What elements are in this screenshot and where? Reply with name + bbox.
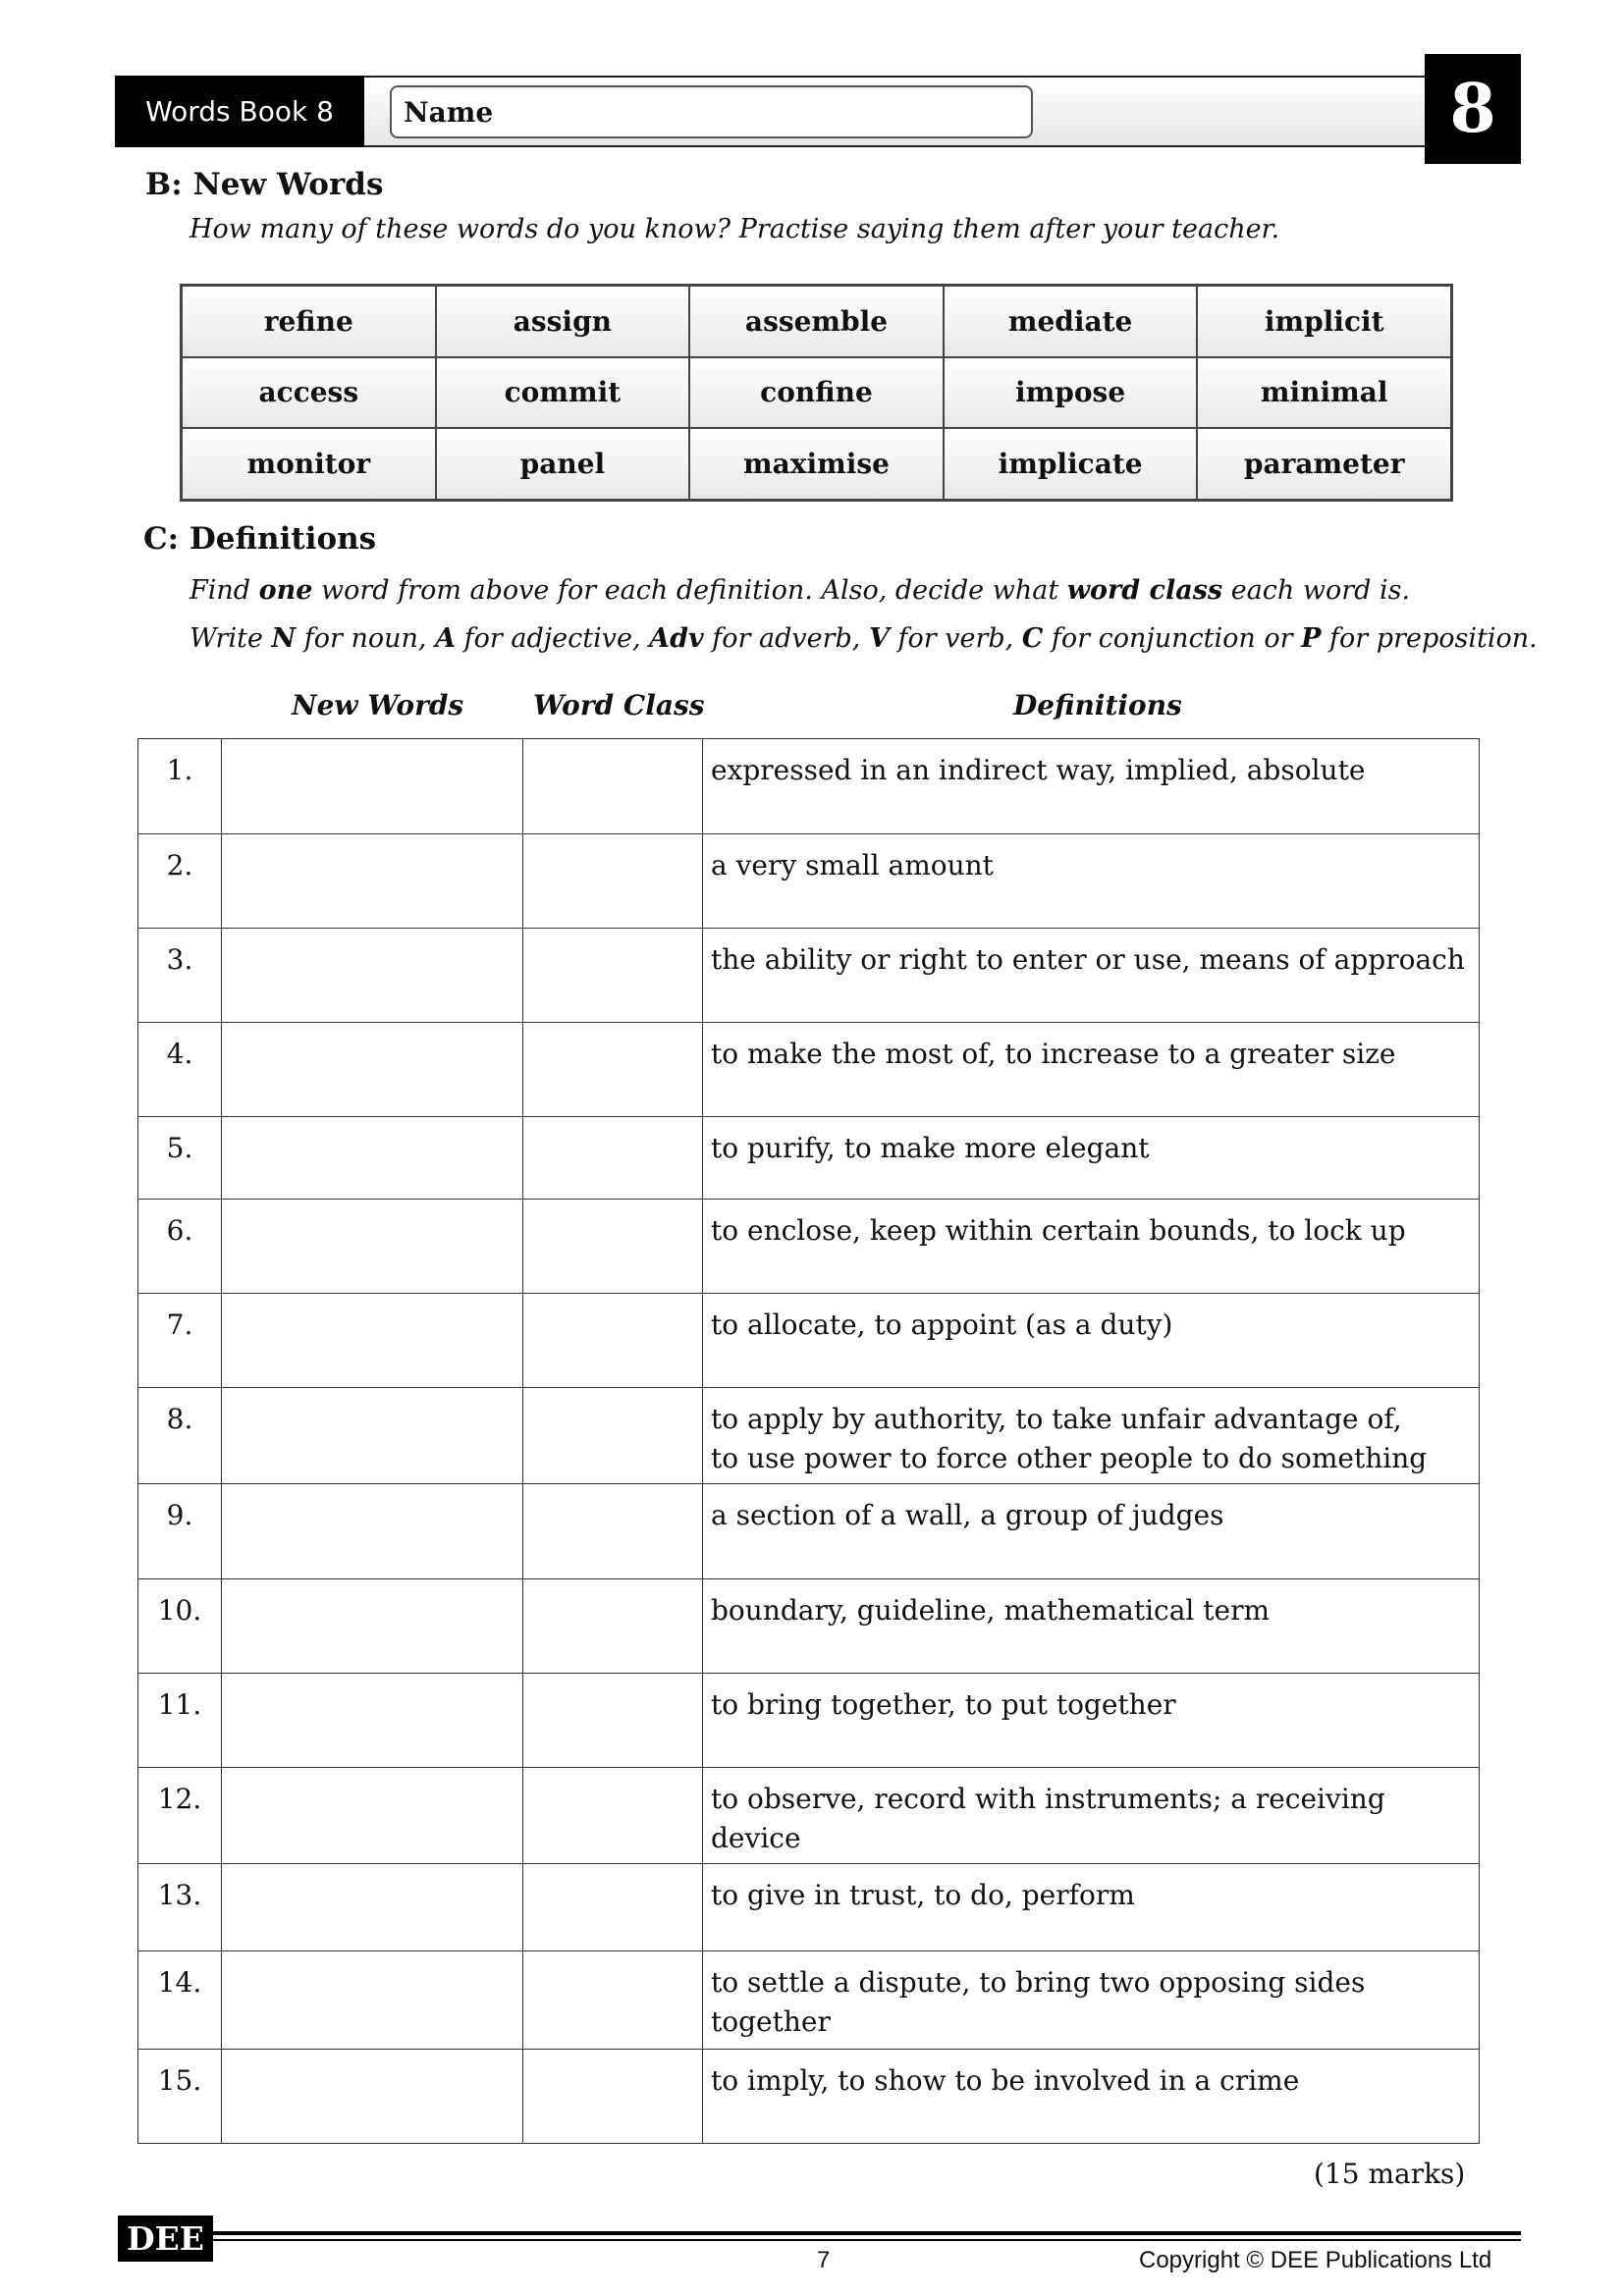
table-row <box>138 1023 1480 1117</box>
new-word-answer-cell[interactable] <box>222 1579 523 1674</box>
definition-text: boundary, guideline, mathematical term <box>703 1579 1480 1674</box>
word-cell: commit <box>436 357 690 429</box>
new-word-answer-cell[interactable] <box>222 1023 523 1117</box>
row-number: 13. <box>138 1864 222 1951</box>
row-number: 2. <box>138 834 222 929</box>
row-number: 1. <box>138 739 222 834</box>
definition-text: to observe, record with instruments; a receiving device <box>703 1768 1480 1864</box>
word-cell: monitor <box>182 428 436 500</box>
new-word-answer-cell[interactable] <box>222 1117 523 1200</box>
publisher-logo: DEE <box>118 2216 213 2262</box>
word-cell: panel <box>436 428 690 500</box>
table-row <box>138 834 1480 929</box>
section-b-title: B: New Words <box>145 167 384 202</box>
column-header-word-class: Word Class <box>533 689 705 721</box>
new-word-answer-cell[interactable] <box>222 1484 523 1579</box>
row-number: 7. <box>138 1294 222 1388</box>
word-class-answer-cell[interactable] <box>523 1951 703 2050</box>
table-row <box>138 1674 1480 1768</box>
table-row <box>138 1388 1480 1484</box>
new-word-answer-cell[interactable] <box>222 2050 523 2144</box>
word-class-answer-cell[interactable] <box>523 1023 703 1117</box>
word-class-answer-cell[interactable] <box>523 1674 703 1768</box>
row-number: 10. <box>138 1579 222 1674</box>
definition-text: to allocate, to appoint (as a duty) <box>703 1294 1480 1388</box>
row-number: 4. <box>138 1023 222 1117</box>
row-number: 6. <box>138 1200 222 1294</box>
definition-text: the ability or right to enter or use, means of approach <box>703 929 1480 1023</box>
definition-text: to purify, to make more elegant <box>703 1117 1480 1200</box>
row-number: 3. <box>138 929 222 1023</box>
table-row <box>138 1951 1480 2050</box>
table-row <box>138 1864 1480 1951</box>
word-class-answer-cell[interactable] <box>523 1294 703 1388</box>
definition-text: to settle a dispute, to bring two opposing sides together <box>703 1951 1480 2050</box>
word-cell: refine <box>182 286 436 357</box>
book-label: Words Book 8 <box>115 76 364 147</box>
word-class-answer-cell[interactable] <box>523 739 703 834</box>
copyright-notice: Copyright © DEE Publications Ltd <box>1139 2247 1492 2273</box>
table-row <box>138 739 1480 834</box>
new-word-answer-cell[interactable] <box>222 1951 523 2050</box>
new-word-answer-cell[interactable] <box>222 739 523 834</box>
definition-text: to imply, to show to be involved in a crime <box>703 2050 1480 2144</box>
word-cell: assemble <box>689 286 944 357</box>
table-row <box>138 1484 1480 1579</box>
word-cell: minimal <box>1197 357 1451 429</box>
word-cell: confine <box>689 357 944 429</box>
word-class-answer-cell[interactable] <box>523 1117 703 1200</box>
word-cell: implicit <box>1197 286 1451 357</box>
word-class-answer-cell[interactable] <box>523 1579 703 1674</box>
word-class-answer-cell[interactable] <box>523 1768 703 1864</box>
new-word-answer-cell[interactable] <box>222 1388 523 1484</box>
new-word-answer-cell[interactable] <box>222 1864 523 1951</box>
page-number: 7 <box>817 2247 831 2273</box>
total-marks: (15 marks) <box>1314 2158 1466 2190</box>
table-row <box>138 1579 1480 1674</box>
new-word-answer-cell[interactable] <box>222 1200 523 1294</box>
new-word-answer-cell[interactable] <box>222 834 523 929</box>
new-words-grid <box>180 284 1453 502</box>
definition-text: to enclose, keep within certain bounds, to lock up <box>703 1200 1480 1294</box>
word-class-answer-cell[interactable] <box>523 1864 703 1951</box>
table-row <box>138 1294 1480 1388</box>
word-cell: impose <box>944 357 1198 429</box>
column-header-definitions: Definitions <box>1013 689 1182 721</box>
section-c-title: C: Definitions <box>143 521 377 557</box>
word-cell: assign <box>436 286 690 357</box>
word-class-answer-cell[interactable] <box>523 834 703 929</box>
table-row <box>138 1200 1480 1294</box>
definition-text: to make the most of, to increase to a greater size <box>703 1023 1480 1117</box>
word-cell: mediate <box>944 286 1198 357</box>
definition-text: a section of a wall, a group of judges <box>703 1484 1480 1579</box>
section-c-instruction-2: Write N for noun, A for adjective, Adv for adverb, V for verb, C for conjunction or P for preposition. <box>189 623 1538 654</box>
section-c-instruction-1: Find one word from above for each definition. Also, decide what word class each word is. <box>189 575 1411 606</box>
word-cell: access <box>182 357 436 429</box>
word-class-answer-cell[interactable] <box>523 1200 703 1294</box>
definition-text: to apply by authority, to take unfair advantage of, to use power to force other people to do something <box>703 1388 1480 1484</box>
word-class-answer-cell[interactable] <box>523 929 703 1023</box>
new-word-answer-cell[interactable] <box>222 1674 523 1768</box>
definition-text: a very small amount <box>703 834 1480 929</box>
new-word-answer-cell[interactable] <box>222 929 523 1023</box>
section-b-instruction: How many of these words do you know? Practise saying them after your teacher. <box>189 214 1280 244</box>
table-row <box>138 2050 1480 2144</box>
row-number: 15. <box>138 2050 222 2144</box>
table-row <box>138 1768 1480 1864</box>
new-word-answer-cell[interactable] <box>222 1768 523 1864</box>
word-class-answer-cell[interactable] <box>523 2050 703 2144</box>
column-header-new-words: New Words <box>292 689 464 721</box>
name-label: Name <box>404 95 494 129</box>
word-cell: maximise <box>689 428 944 500</box>
unit-number: 8 <box>1425 54 1521 164</box>
table-row <box>138 1117 1480 1200</box>
table-row <box>138 929 1480 1023</box>
row-number: 8. <box>138 1388 222 1484</box>
definition-text: to bring together, to put together <box>703 1674 1480 1768</box>
row-number: 11. <box>138 1674 222 1768</box>
word-class-answer-cell[interactable] <box>523 1484 703 1579</box>
row-number: 12. <box>138 1768 222 1864</box>
row-number: 14. <box>138 1951 222 2050</box>
word-cell: implicate <box>944 428 1198 500</box>
definition-text: to give in trust, to do, perform <box>703 1864 1480 1951</box>
new-word-answer-cell[interactable] <box>222 1294 523 1388</box>
row-number: 5. <box>138 1117 222 1200</box>
row-number: 9. <box>138 1484 222 1579</box>
word-class-answer-cell[interactable] <box>523 1388 703 1484</box>
name-field[interactable] <box>390 85 1033 138</box>
footer-rule-thin <box>213 2239 1521 2241</box>
definition-text: expressed in an indirect way, implied, absolute <box>703 739 1480 834</box>
footer-rule <box>213 2231 1521 2235</box>
definitions-table <box>137 738 1480 2144</box>
word-cell: parameter <box>1197 428 1451 500</box>
